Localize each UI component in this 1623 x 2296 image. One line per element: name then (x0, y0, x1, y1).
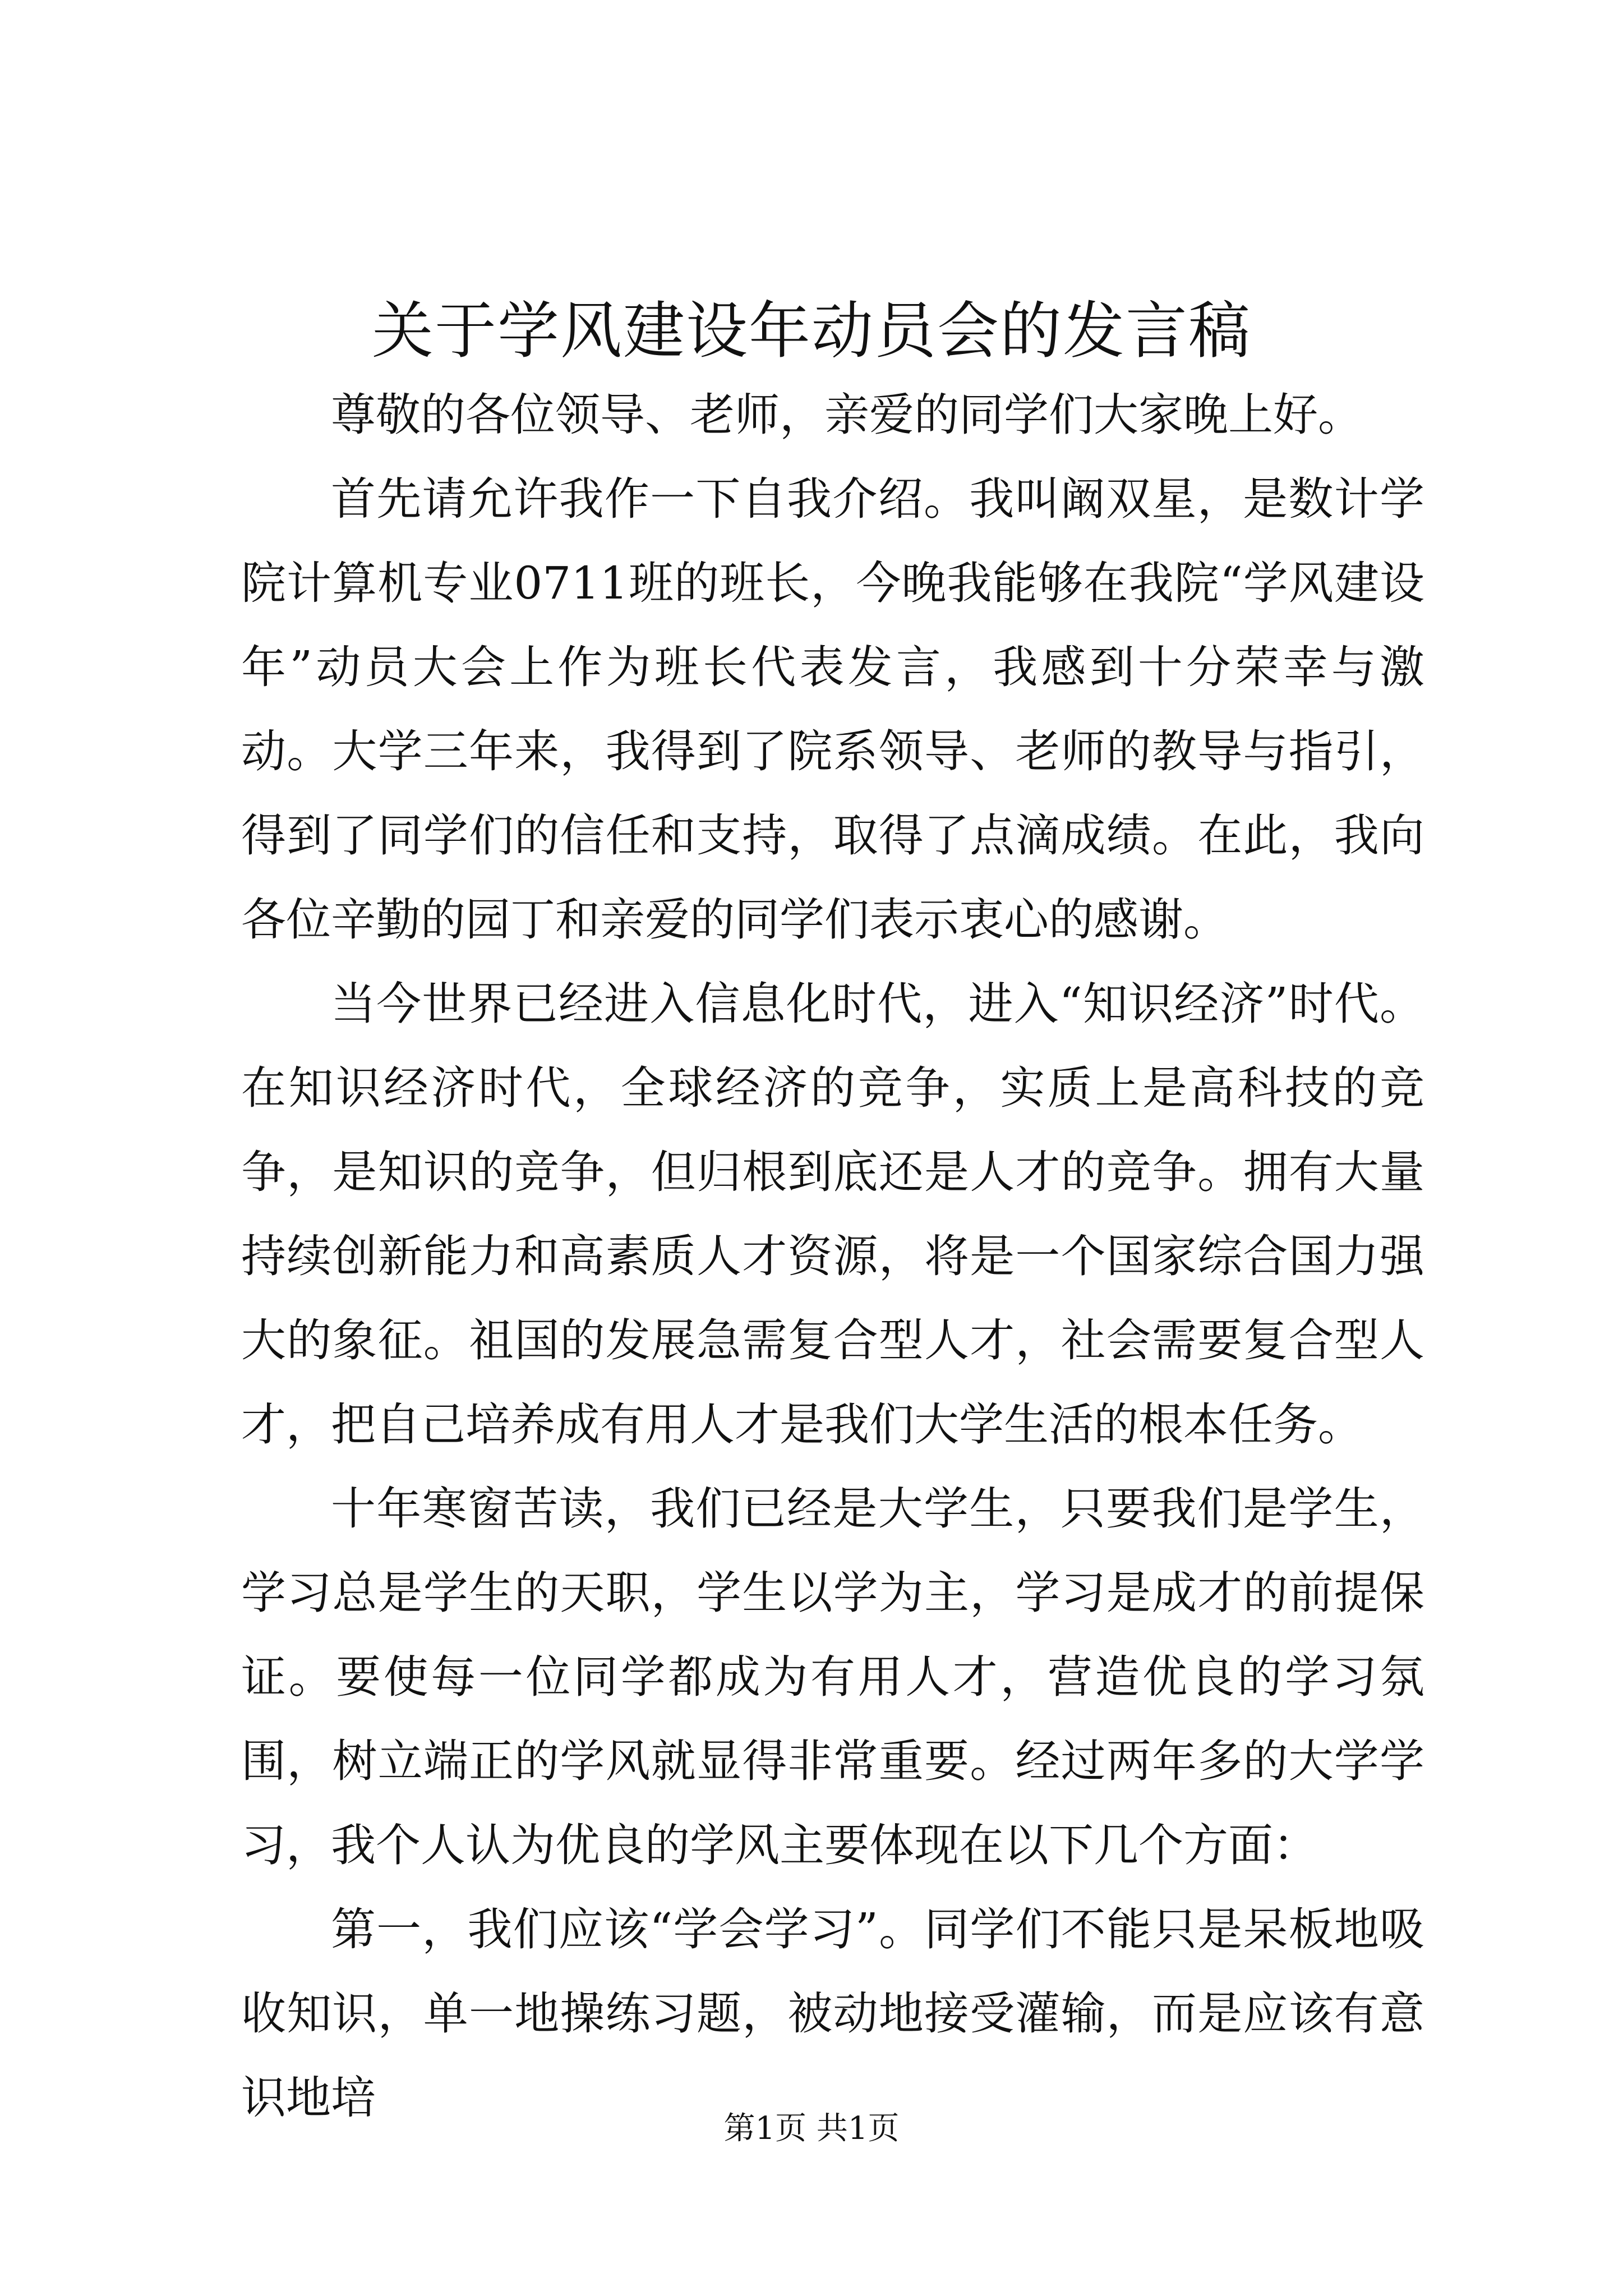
paragraph-greeting: 尊敬的各位领导、老师，亲爱的同学们大家晚上好。 (331, 389, 1363, 441)
paragraph-knowledge-economy: 当今世界已经进入信息化时代，进入“知识经济”时代。在知识经济时代，全球经济的竞争，实质上是高科技的竞争，是知识的竞争，但归根到底还是人才的竞争。拥有大量持续创新能力和高素质人才资源，将是一个国家综合国力强大的象征。祖国的发展急需复合型人才，社会需要复合型人才，把自己培养成有用人才是我们大学生活的根本任务。 (241, 978, 1424, 1451)
document-title: 关于学风建设年动员会的发言稿 (372, 295, 1251, 367)
paragraph-learn-to-learn: 第一，我们应该“学会学习”。同学们不能只是呆板地吸收知识，单一地操练习题，被动地接受灌输，而是应该有意识地培 (241, 1903, 1424, 2124)
document-body (241, 373, 1424, 2140)
page-number-footer: 第1页 共1页 (723, 2110, 900, 2147)
paragraph-study-style: 十年寒窗苦读，我们已经是大学生，只要我们是学生，学习总是学生的天职，学生以学为主，学习是成才的前提保证。要使每一位同学都成为有用人才，营造优良的学习氛围，树立端正的学风就显得非常重要。经过两年多的大学学习，我个人认为优良的学风主要体现在以下几个方面： (241, 1483, 1424, 1871)
paragraph-self-introduction: 首先请允许我作一下自我介绍。我叫阚双星，是数计学院计算机专业0711班的班长，今晚我能够在我院“学风建设年”动员大会上作为班长代表发言，我感到十分荣幸与激动。大学三年来，我得到了院系领导、老师的教导与指引，得到了同学们的信任和支持，取得了点滴成绩。在此，我向各位辛勤的园丁和亲爱的同学们表示衷心的感谢。 (241, 473, 1424, 946)
